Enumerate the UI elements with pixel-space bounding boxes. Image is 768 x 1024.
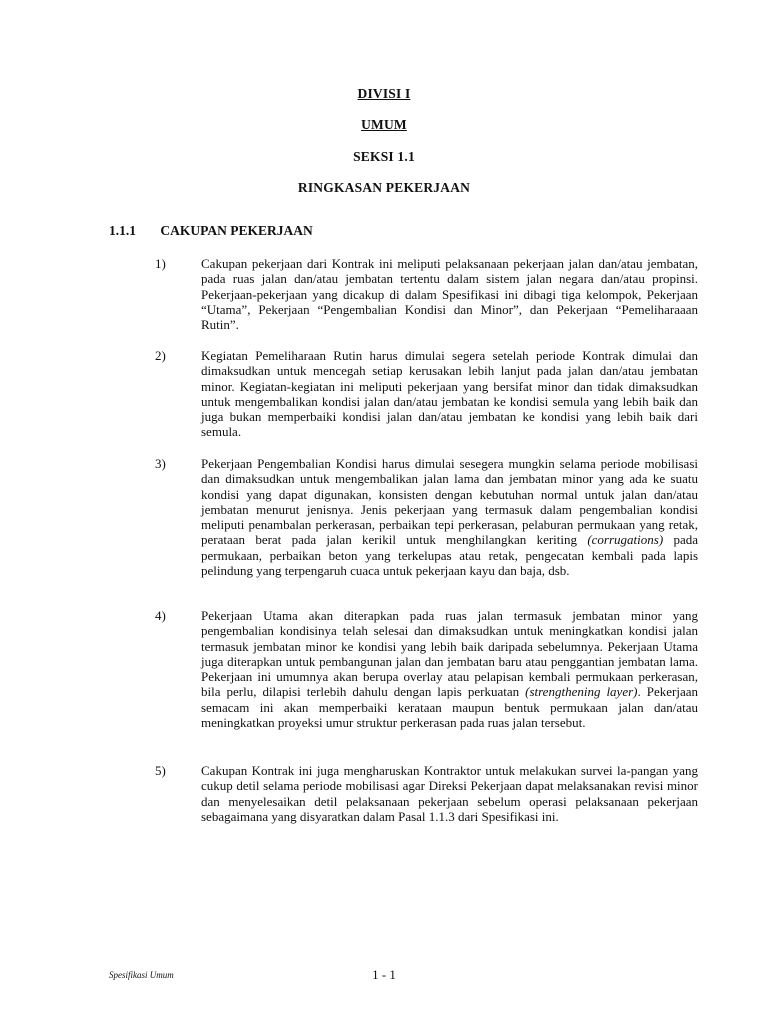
list-item-marker: 5) [155, 763, 166, 778]
list-item-text: Cakupan pekerjaan dari Kontrak ini meliputi pelaksanaan pekerjaan jalan dan/atau jembatan, pada ruas jalan dan/atau jembatan tertentu dalam sistem jalan negara dan/atau propinsi. Pekerjaan-pekerjaan yang dicakup di dalam Spesifikasi ini dibagi tiga kelompok, Pekerjaan “Utama”, Pekerjaan “Pengembalian Kondisi dan Minor”, dan Pekerjaan “Pemeliharaaan Rutin”. [201, 256, 698, 333]
list-item-text [201, 608, 698, 730]
italic-term: (strengthening layer) [525, 684, 638, 700]
section-heading [0, 149, 768, 165]
subsection-label: CAKUPAN PEKERJAAN [160, 223, 313, 238]
summary-heading [0, 180, 768, 196]
italic-term: (corrugations) [587, 532, 664, 548]
footer-document-name: Spesifikasi Umum [109, 970, 174, 980]
section-label: SEKSI 1.1 [353, 149, 415, 164]
text-segment: Pekerjaan Utama akan diterapkan pada ruas jalan termasuk jembatan minor yang pengembalian kondisinya telah selesai dan dimaksudkan untuk meningkatkan kondisi jalan termasuk jembatan minor ke kondisi yang lebih baik daripada sebelumnya. Pekerjaan Utama juga diterapkan untuk pembangunan jalan dan jembatan baru atau penggantian jembatan lama. Pekerjaan ini umumnya akan berupa overlay atau pelapisan kembali permukaan perkerasan, bila perlu, dilapisi terlebih dahulu dengan lapis perkuatan [201, 608, 698, 700]
list-item-marker: 2) [155, 348, 166, 363]
general-heading [0, 117, 768, 133]
list-item-marker: 3) [155, 456, 166, 471]
list-item [155, 256, 698, 332]
subsection-title [109, 223, 313, 239]
text-segment: . Pekerjaan semacam ini akan memperbaiki kerataan maupun bentuk permukaan jalan dan/atau meningkatkan proyeksi umur struktur perkerasan pada ruas jalan tersebut. [201, 684, 698, 731]
summary-title: RINGKASAN PEKERJAAN [297, 180, 471, 195]
list-item [155, 456, 698, 578]
list-item [155, 763, 698, 824]
list-item [155, 348, 698, 440]
division-heading [0, 86, 768, 102]
footer-page-number: 1 - 1 [372, 967, 396, 982]
list-item-marker: 4) [155, 608, 166, 623]
list-item-marker: 1) [155, 256, 166, 271]
list-item-text: Cakupan Kontrak ini juga mengharuskan Kontraktor untuk melakukan survei la-pangan yang cukup detil selama periode mobilisasi agar Direksi Pekerjaan dapat melaksanakan revisi minor dan menyelesaikan detil pelaksanaan pekerjaan sebelum operasi pelaksanaan pekerjaan sebagaimana yang disyaratkan dalam Pasal 1.1.3 dari Spesifikasi ini. [201, 763, 698, 824]
list-item-text [201, 456, 698, 578]
list-item-text: Kegiatan Pemeliharaan Rutin harus dimulai segera setelah periode Kontrak dimulai dan dimaksudkan untuk mencegah setiap kerusakan lebih lanjut pada jalan dan/atau jembatan minor. Kegiatan-kegiatan ini meliputi pekerjaan yang bersifat minor dan tidak dimaksudkan untuk mengembalikan kondisi jalan dan/atau jembatan ke kondisi semula yang lebih baik dan juga bukan memperbaiki kondisi jalan dan/atau jembatan ke kondisi yang lebih baik dari semula. [201, 348, 698, 440]
text-segment: Pekerjaan Pengembalian Kondisi harus dimulai sesegera mungkin selama periode mobilisasi dan dimaksudkan untuk mengembalikan jalan lama dan jembatan minor yang ada ke suatu kondisi yang dapat digunakan, konsisten dengan kebutuhan normal untuk jalan dan/atau jembatan menurut jenisnya. Jenis pekerjaan yang termasuk dalam pengembalian kondisi meliputi penambalan perkerasan, perbaikan tepi perkerasan, pelaburan permukaan yang retak, perataan berat pada jalan kerikil untuk menghilangkan keriting [201, 456, 698, 548]
division-title: DIVISI I [357, 86, 411, 101]
subsection-number: 1.1.1 [109, 223, 136, 238]
text-segment: pada permukaan, perbaikan beton yang terkelupas atau retak, pengecatan kembali pada lapis pelindung yang terpengaruh cuaca untuk pekerjaan kayu dan baja, dsb. [201, 532, 698, 579]
list-item [155, 608, 698, 730]
general-title: UMUM [361, 117, 407, 132]
